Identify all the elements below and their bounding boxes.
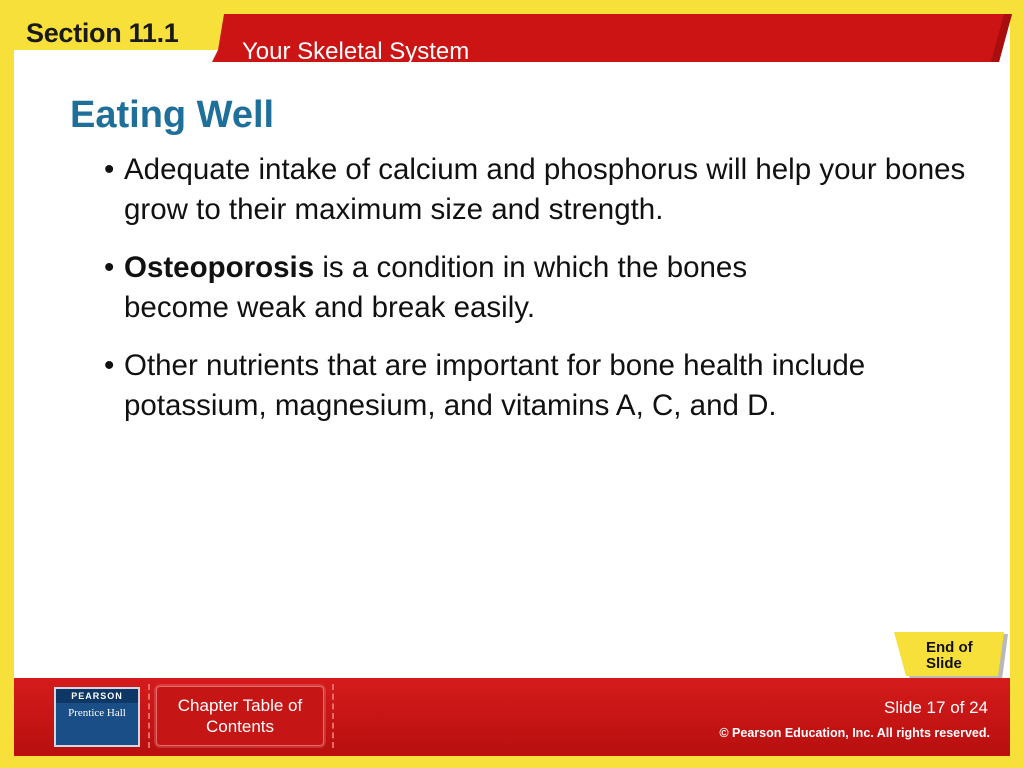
footer-divider — [148, 684, 150, 748]
bullet-item — [104, 346, 1004, 426]
slide-title: Eating Well — [70, 94, 275, 136]
bullet-item — [104, 248, 1004, 328]
footer-divider — [332, 684, 334, 748]
header-title: Your Skeletal System — [242, 38, 470, 65]
bullet-marker: • — [104, 153, 115, 186]
pearson-logo-top: PEARSON — [56, 689, 138, 703]
footer-bar — [14, 678, 1010, 756]
end-of-slide-label: End of Slide — [926, 639, 973, 672]
chapter-toc-button[interactable]: Chapter Table of Contents — [156, 686, 324, 746]
pearson-logo-bottom: Prentice Hall — [68, 707, 126, 719]
slide-counter: Slide 17 of 24 — [884, 698, 988, 717]
bullet-term: Osteoporosis — [124, 251, 315, 284]
copyright-notice: © Pearson Education, Inc. All rights reserved. — [719, 726, 990, 740]
header-bar — [14, 14, 1012, 65]
end-of-slide-button[interactable] — [880, 632, 1010, 682]
bullet-list — [104, 150, 1004, 444]
section-label: Section 11.1 — [26, 18, 179, 48]
bullet-marker: • — [104, 251, 115, 284]
bullet-text: is a condition in which the bones become weak and break easily. — [124, 251, 748, 324]
pearson-logo — [54, 687, 140, 747]
bullet-text: Adequate intake of calcium and phosphorus will help your bones grow to their maximum size and strength. — [124, 153, 966, 226]
bullet-item — [104, 150, 1004, 230]
bullet-marker: • — [104, 349, 115, 382]
bullet-text: Other nutrients that are important for bone health include potassium, magnesium, and vitamins A, C, and D. — [124, 349, 866, 422]
